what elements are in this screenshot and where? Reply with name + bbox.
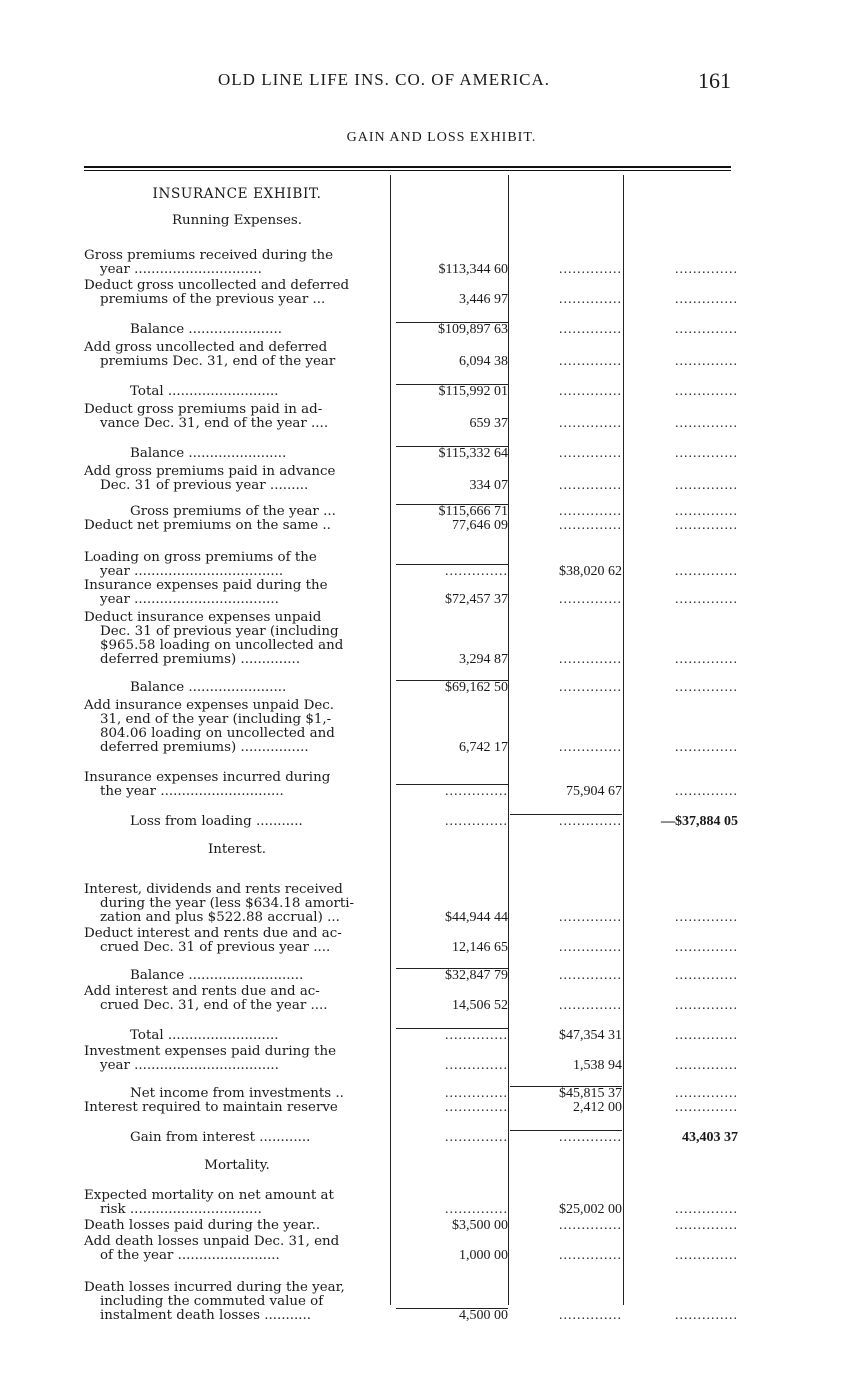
row-label: [84, 1189, 390, 1217]
row-label-line: Deduct gross premiums paid in ad-: [84, 402, 323, 417]
row-label-line: year ..............................: [100, 262, 262, 277]
cell-col3: ..............: [675, 416, 738, 431]
cell-col1: $109,897 63: [396, 322, 508, 337]
table-row: [84, 233, 744, 277]
row-label-line: Investment expenses paid during the: [84, 1044, 336, 1059]
row-label: Deduct net premiums on the same ..: [84, 518, 331, 533]
page-header: [0, 68, 863, 94]
cell-col1: 6,094 38: [459, 354, 508, 369]
row-label: [84, 927, 390, 955]
cell-col3: ..............: [675, 910, 738, 925]
table-row: [84, 519, 744, 533]
cell-col1: ..............: [445, 1100, 508, 1115]
cell-col1: 334 07: [469, 478, 508, 493]
table-row: [84, 1233, 744, 1263]
section-heading-row: [84, 175, 744, 207]
row-label-line: Add death losses unpaid Dec. 31, end: [84, 1234, 340, 1249]
row-label-line: vance Dec. 31, end of the year ....: [100, 416, 329, 431]
table-row: [84, 955, 744, 983]
table-row: [84, 1217, 744, 1233]
row-label: [84, 611, 390, 667]
cell-col2: ..............: [559, 262, 622, 277]
table-row: [84, 983, 744, 1013]
table-row: [84, 799, 744, 829]
cell-col1: 4,500 00: [396, 1308, 508, 1323]
cell-col2: $38,020 62: [559, 564, 622, 579]
row-label-line: Insurance expenses incurred during: [84, 770, 331, 785]
cell-col3: ..............: [675, 940, 738, 955]
cell-col2: ..............: [559, 910, 622, 925]
cell-col2: ..............: [559, 968, 622, 983]
row-label: [84, 1045, 390, 1073]
row-label-line: year ...................................: [100, 564, 284, 579]
row-label: Total ..........................: [130, 384, 279, 399]
cell-col2: ..............: [559, 998, 622, 1013]
row-label: [84, 771, 390, 799]
row-label: Gain from interest ............: [130, 1130, 311, 1145]
row-label: [84, 465, 390, 493]
cell-col2: ..............: [510, 1130, 622, 1145]
row-label-line: $965.58 loading on uncollected and: [100, 638, 344, 653]
table-row: [84, 399, 744, 431]
subsection-heading-row: [84, 207, 744, 233]
row-label-line: premiums Dec. 31, end of the year: [100, 354, 336, 369]
row-label: [84, 403, 390, 431]
cell-col1: 14,506 52: [452, 998, 508, 1013]
row-label-line: deferred premiums) ................: [100, 740, 309, 755]
cell-col1: 3,294 87: [459, 652, 508, 667]
table-row: [84, 461, 744, 493]
table-row: [84, 607, 744, 667]
cell-col3: ..............: [675, 998, 738, 1013]
cell-col3: ..............: [675, 1058, 738, 1073]
subsection-heading-row: [84, 829, 744, 859]
row-label-line: Add interest and rents due and ac-: [84, 984, 320, 999]
table-row: [84, 925, 744, 955]
cell-col1: ..............: [396, 784, 508, 799]
table-row: [84, 579, 744, 607]
cell-col3: ..............: [675, 564, 738, 579]
row-label: Balance .......................: [130, 446, 287, 461]
cell-col3: ..............: [675, 1086, 738, 1101]
table-row: [84, 277, 744, 307]
cell-col3: ..............: [675, 354, 738, 369]
cell-col2: ..............: [559, 354, 622, 369]
row-label: [84, 985, 390, 1013]
cell-col2: ..............: [559, 740, 622, 755]
cell-col2: $25,002 00: [559, 1202, 622, 1217]
gain-loss-table: [84, 175, 744, 1323]
cell-col1: ..............: [396, 1028, 508, 1043]
row-label: [84, 551, 390, 579]
cell-col3: ..............: [675, 1202, 738, 1217]
row-label-line: year ..................................: [100, 1058, 279, 1073]
table-row: [84, 337, 744, 369]
cell-col3: ..............: [675, 1100, 738, 1115]
cell-col2: ..............: [559, 940, 622, 955]
cell-col3: ..............: [675, 504, 738, 519]
cell-col2: ..............: [559, 680, 622, 695]
row-label-line: Deduct interest and rents due and ac-: [84, 926, 342, 941]
cell-col2: $47,354 31: [559, 1028, 622, 1043]
top-double-rule-thin: [84, 170, 731, 171]
subsection-heading: Mortality.: [204, 1158, 270, 1173]
row-label-line: deferred premiums) ..............: [100, 652, 301, 667]
row-label: Balance .......................: [130, 680, 287, 695]
cell-col2: ..............: [559, 416, 622, 431]
row-label: [84, 699, 390, 755]
cell-col1: $115,666 71: [396, 504, 508, 519]
cell-col2: ..............: [559, 384, 622, 399]
cell-col3: ..............: [675, 322, 738, 337]
cell-col1: 12,146 65: [452, 940, 508, 955]
row-label: Net income from investments ..: [130, 1086, 344, 1101]
table-row: [84, 307, 744, 337]
cell-col1: $115,992 01: [396, 384, 508, 399]
table-row: [84, 1101, 744, 1115]
cell-col3: ..............: [675, 446, 738, 461]
row-label-line: Insurance expenses paid during the: [84, 578, 328, 593]
row-label-line: Death losses incurred during the year,: [84, 1280, 345, 1295]
row-label: [84, 579, 390, 607]
row-label: [84, 1235, 390, 1263]
cell-col3: ..............: [675, 292, 738, 307]
cell-col3: ..............: [675, 1308, 738, 1323]
cell-col2: ..............: [559, 478, 622, 493]
row-label: Gross premiums of the year ...: [130, 504, 336, 519]
page-number: 161: [698, 68, 731, 93]
table-row: [84, 695, 744, 755]
row-label-line: Loading on gross premiums of the: [84, 550, 317, 565]
cell-col3: ..............: [675, 1218, 738, 1233]
table-row: [84, 859, 744, 925]
cell-col1: 6,742 17: [459, 740, 508, 755]
exhibit-title: GAIN AND LOSS EXHIBIT.: [346, 130, 537, 145]
table-row: [84, 1013, 744, 1043]
cell-col2: ..............: [559, 322, 622, 337]
row-label-line: of the year ........................: [100, 1248, 280, 1263]
cell-col2: 2,412 00: [573, 1100, 622, 1115]
row-label-line: instalment death losses ...........: [100, 1308, 312, 1323]
row-label: [84, 279, 390, 307]
row-label-line: crued Dec. 31, end of the year ....: [100, 998, 328, 1013]
cell-col2: ..............: [559, 504, 622, 519]
row-label-line: Gross premiums received during the: [84, 248, 334, 263]
table-row: [84, 369, 744, 399]
cell-col1: $115,332 64: [396, 446, 508, 461]
row-label-line: 31, end of the year (including $1,-: [100, 712, 332, 727]
row-label: Loss from loading ...........: [130, 814, 303, 829]
cell-col3: ..............: [675, 1248, 738, 1263]
cell-col1: $113,344 60: [438, 262, 508, 277]
cell-col3: ..............: [675, 680, 738, 695]
cell-col3: ..............: [675, 784, 738, 799]
cell-col2: $45,815 37: [510, 1086, 622, 1101]
table-row: [84, 667, 744, 695]
subsection-heading: Running Expenses.: [171, 213, 303, 228]
cell-col1: 1,000 00: [459, 1248, 508, 1263]
top-double-rule: [84, 166, 731, 168]
row-label-line: zation and plus $522.88 accrual) ...: [100, 910, 340, 925]
cell-col3: —$37,884 05: [661, 814, 738, 829]
cell-col1: 659 37: [469, 416, 508, 431]
cell-col1: $32,847 79: [396, 968, 508, 983]
subsection-heading-row: [84, 1145, 744, 1175]
row-label: [84, 883, 390, 925]
table-row: [84, 1073, 744, 1101]
cell-col3: ..............: [675, 518, 738, 533]
row-label: [84, 249, 390, 277]
row-label: Death losses paid during the year..: [84, 1218, 321, 1233]
cell-col3: ..............: [675, 968, 738, 983]
cell-col3: ..............: [675, 740, 738, 755]
row-label-line: Dec. 31 of previous year (including: [100, 624, 339, 639]
cell-col2: ..............: [559, 518, 622, 533]
cell-col3: ..............: [675, 262, 738, 277]
table-row: [84, 431, 744, 461]
row-label: [84, 1281, 390, 1323]
row-label-line: Deduct gross uncollected and deferred: [84, 278, 350, 293]
cell-col1: $69,162 50: [396, 680, 508, 695]
cell-col2: ..............: [559, 1218, 622, 1233]
row-label-line: Expected mortality on net amount at: [84, 1188, 334, 1203]
row-label-line: Interest, dividends and rents received: [84, 882, 343, 897]
cell-col1: 77,646 09: [452, 518, 508, 533]
row-label-line: during the year (less $634.18 amorti-: [100, 896, 355, 911]
table-row: [84, 755, 744, 799]
section-heading: INSURANCE EXHIBIT.: [152, 186, 322, 202]
cell-col3: ..............: [675, 1028, 738, 1043]
table-row: [84, 1043, 744, 1073]
row-label-line: Add gross uncollected and deferred: [84, 340, 328, 355]
subsection-heading: Interest.: [207, 842, 267, 857]
cell-col1: ..............: [445, 814, 508, 829]
row-label: Interest required to maintain reserve: [84, 1100, 338, 1115]
table-row: [84, 1263, 744, 1323]
row-label-line: risk ...............................: [100, 1202, 262, 1217]
cell-col1: ..............: [445, 1058, 508, 1073]
table-row: [84, 1175, 744, 1217]
cell-col1: ..............: [445, 1202, 508, 1217]
cell-col2: ..............: [510, 814, 622, 829]
row-label-line: year ..................................: [100, 592, 279, 607]
cell-col3: ..............: [675, 478, 738, 493]
row-label: [84, 341, 390, 369]
cell-col1: 3,446 97: [459, 292, 508, 307]
row-label-line: 804.06 loading on uncollected and: [100, 726, 335, 741]
cell-col1: $72,457 37: [445, 592, 508, 607]
row-label-line: Dec. 31 of previous year .........: [100, 478, 309, 493]
cell-col2: 1,538 94: [573, 1058, 622, 1073]
row-label-line: Deduct insurance expenses unpaid: [84, 610, 322, 625]
cell-col2: ..............: [559, 292, 622, 307]
row-label-line: including the commuted value of: [100, 1294, 324, 1309]
table-row: [84, 533, 744, 579]
row-label-line: premiums of the previous year ...: [100, 292, 326, 307]
cell-col2: 75,904 67: [566, 784, 622, 799]
cell-col1: ..............: [445, 1130, 508, 1145]
row-label-line: the year .............................: [100, 784, 284, 799]
cell-col2: ..............: [559, 592, 622, 607]
cell-col1: ..............: [396, 564, 508, 579]
row-label: Balance ......................: [130, 322, 283, 337]
table-row: [84, 493, 744, 519]
cell-col2: ..............: [559, 652, 622, 667]
cell-col2: ..............: [559, 1248, 622, 1263]
row-label: Total ..........................: [130, 1028, 279, 1043]
cell-col1: $44,944 44: [445, 910, 508, 925]
cell-col3: 43,403 37: [682, 1130, 738, 1145]
cell-col3: ..............: [675, 384, 738, 399]
row-label-line: crued Dec. 31 of previous year ....: [100, 940, 331, 955]
row-label-line: Add insurance expenses unpaid Dec.: [84, 698, 335, 713]
cell-col3: ..............: [675, 652, 738, 667]
row-label-line: Add gross premiums paid in advance: [84, 464, 336, 479]
cell-col1: $3,500 00: [452, 1218, 508, 1233]
cell-col2: ..............: [559, 1308, 622, 1323]
running-title: OLD LINE LIFE INS. CO. OF AMERICA.: [218, 70, 550, 89]
cell-col1: ..............: [445, 1086, 508, 1101]
cell-col3: ..............: [675, 592, 738, 607]
row-label: Balance ...........................: [130, 968, 304, 983]
table-row: [84, 1115, 744, 1145]
cell-col2: ..............: [559, 446, 622, 461]
